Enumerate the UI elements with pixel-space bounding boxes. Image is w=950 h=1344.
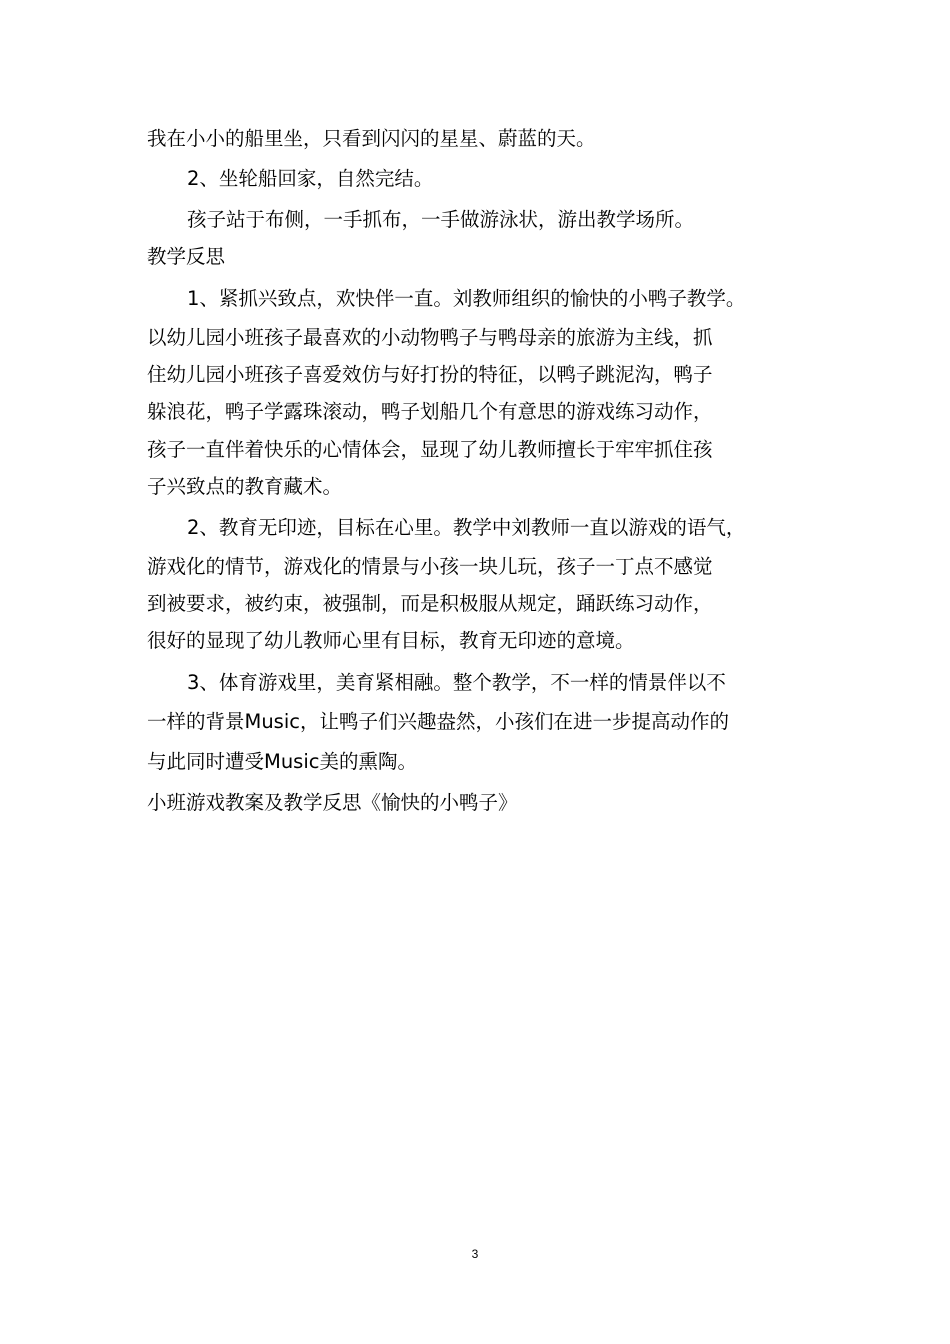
- text-line-17: 与此同时遭受Music美的熏陶。: [147, 750, 417, 773]
- text-line-5: 1、紧抓兴致点，欢快伴一直。刘教师组织的愉快的小鸭子教学。: [187, 287, 746, 310]
- text-line-3: 孩子站于布侧，一手抓布，一手做游泳状，游出教学场所。: [187, 208, 695, 231]
- text-line-10: 子兴致点的教育藏术。: [147, 475, 343, 498]
- page-number: 3: [471, 1247, 479, 1261]
- section-heading: 教学反思: [147, 245, 226, 268]
- text-line-1: 我在小小的船里坐，只看到闪闪的星星、蔚蓝的天。: [147, 127, 596, 150]
- text-line-11: 2、教育无印迹，目标在心里。教学中刘教师一直以游戏的语气，: [187, 516, 746, 539]
- text-line-8: 躲浪花，鸭子学露珠滚动，鸭子划船几个有意思的游戏练习动作，: [147, 400, 713, 423]
- text-line-13: 到被要求，被约束，被强制，而是积极服从规定，踊跃练习动作，: [147, 592, 713, 615]
- text-line-6: 以幼儿园小班孩子最喜欢的小动物鸭子与鸭母亲的旅游为主线，抓: [147, 326, 713, 349]
- document-title-footer: 小班游戏教案及教学反思《愉快的小鸭子》: [147, 791, 518, 814]
- text-line-7: 住幼儿园小班孩子喜爱效仿与好打扮的特征，以鸭子跳泥沟，鸭子: [147, 363, 713, 386]
- text-line-2: 2、坐轮船回家，自然完结。: [187, 167, 434, 190]
- text-line-16: 一样的背景Music，让鸭子们兴趣盎然，小孩们在进一步提高动作的: [147, 710, 729, 733]
- text-line-12: 游戏化的情节，游戏化的情景与小孩一块儿玩，孩子一丁点不感觉: [147, 555, 713, 578]
- text-line-9: 孩子一直伴着快乐的心情体会，显现了幼儿教师擅长于牢牢抓住孩: [147, 438, 713, 461]
- text-line-14: 很好的显现了幼儿教师心里有目标，教育无印迹的意境。: [147, 629, 635, 652]
- text-line-15: 3、体育游戏里，美育紧相融。整个教学，不一样的情景伴以不: [187, 671, 726, 694]
